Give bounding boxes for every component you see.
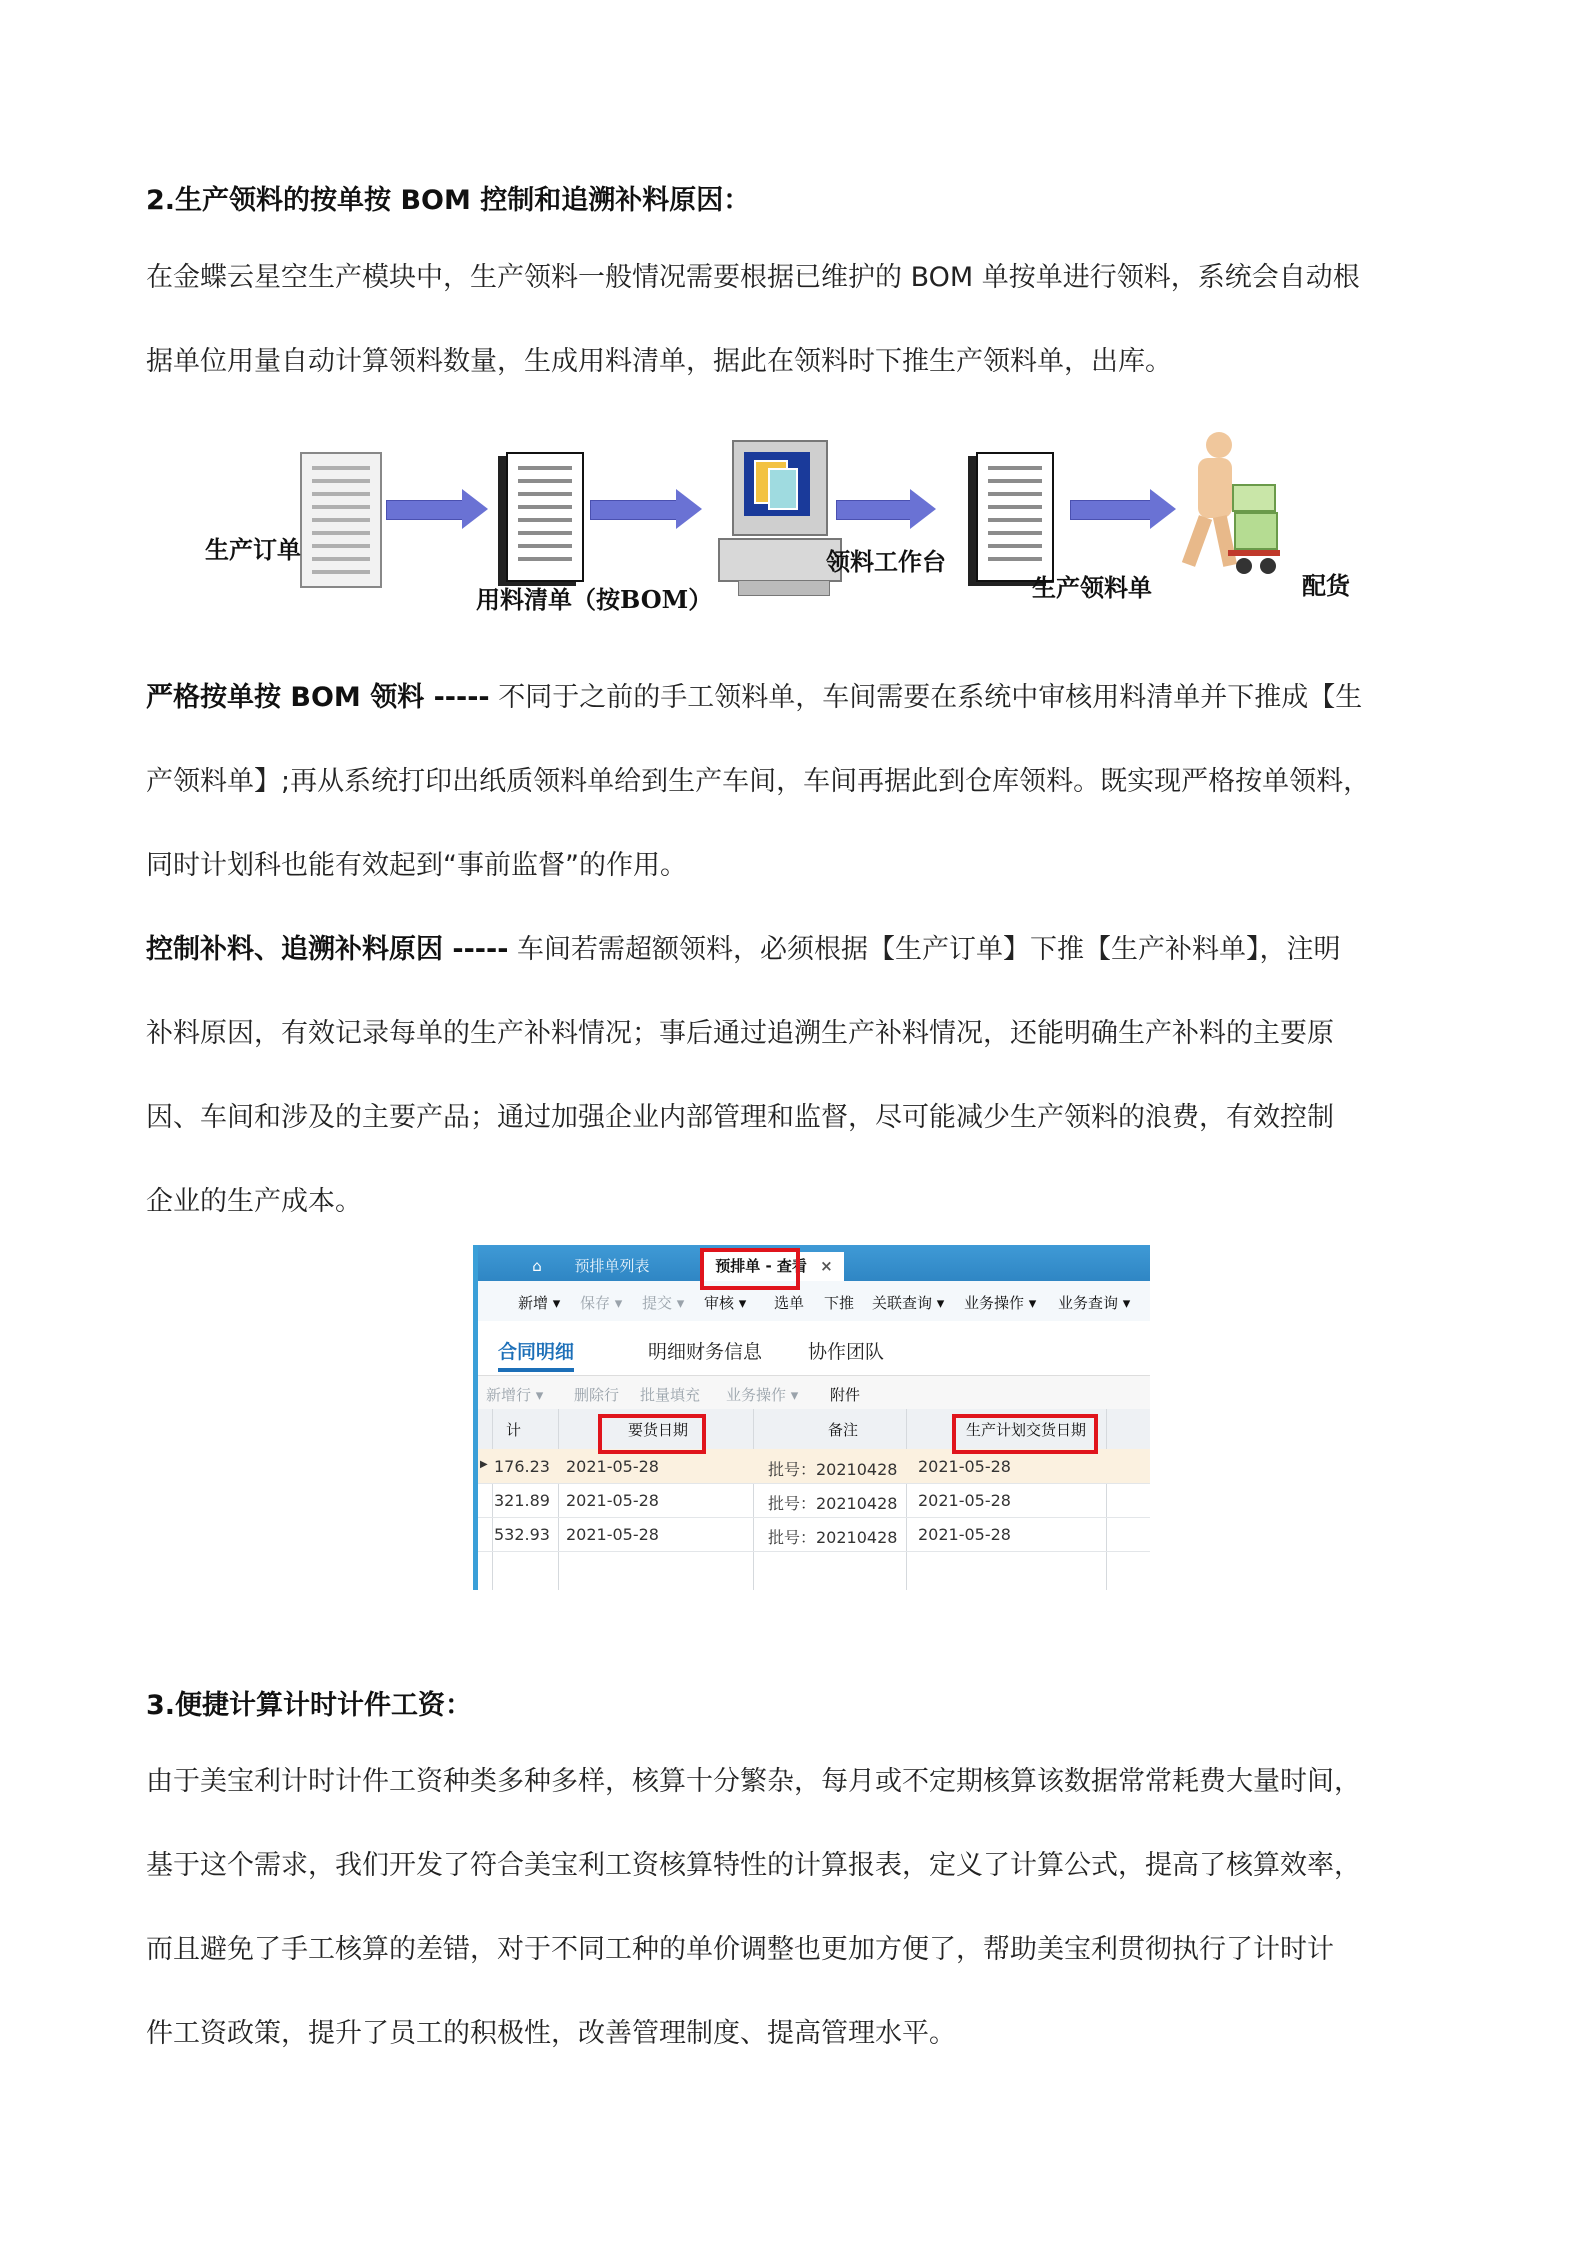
strict-paragraph: 严格按单按 BOM 领料 ----- 不同于之前的手工领料单，车间需要在系统中审核用料清单并下推成【生 产领料单】;再从系统打印出纸质领料单给到生产车间，车间再据此到仓库领料。既实现严格按单领料， 同时计划科也能有效起到“事前监督”的作用。: [146, 682, 1371, 881]
flow-arrow-3-icon: [836, 496, 936, 522]
close-icon[interactable]: ×: [820, 1257, 833, 1275]
table-row[interactable]: 321.89 2021-05-28 批号：20210428 2021-05-28: [478, 1483, 1150, 1518]
col-remark: 备注: [828, 1421, 859, 1439]
col-required-date: 要货日期: [628, 1421, 689, 1439]
toolbar-submit-button[interactable]: 提交 ▾: [642, 1294, 685, 1312]
bom-list-doc-icon: [506, 452, 584, 582]
subtab-finance-detail[interactable]: 明细财务信息: [648, 1341, 763, 1363]
control-paragraph: 控制补料、追溯补料原因 ----- 车间若需超额领料，必须根据【生产订单】下推【生产补料单】，注明 补料原因，有效记录每单的生产补料情况；事后通过追溯生产补料情况，还能明确生产补料的主要原 因、车间和涉及的主要产品；通过加强企业内部管理和监督，尽可能减少生产领料的浪费，有效控制 企业的生产成本。: [146, 934, 1341, 1217]
row-toolbar: [478, 1375, 1150, 1411]
picking-list-doc-icon: [976, 452, 1054, 582]
row-pointer-icon: ▶: [480, 1459, 488, 1470]
highlight-plan-date-box: [952, 1414, 1098, 1454]
col-plan-delivery-date: 生产计划交货日期: [966, 1421, 1087, 1439]
wage-paragraph: 由于美宝利计时计件工资种类多种多样，核算十分繁杂，每月或不定期核算该数据常常耗费大量时间， 基于这个需求，我们开发了符合美宝利工资核算特性的计算报表，定义了计算公式，提高了核算效率， 而且避免了手工核算的差错，对于不同工种的单价调整也更加方便了，帮助美宝利贯彻执行了计时计 件工资政策，提升了员工的积极性，改善管理制度、提高管理水平。: [146, 1766, 1361, 2049]
add-row-button[interactable]: 新增行 ▾: [486, 1386, 544, 1404]
highlight-tab-box: [700, 1248, 800, 1290]
table-row[interactable]: 532.93 2021-05-28 批号：20210428 2021-05-28: [478, 1517, 1150, 1552]
flow-step-bom-list: 用料清单（按BOM）: [476, 585, 713, 614]
toolbar-select-button[interactable]: 选单: [774, 1294, 805, 1312]
production-order-doc-icon: [300, 452, 382, 588]
toolbar-new-button[interactable]: 新增 ▾: [518, 1294, 561, 1312]
flow-arrow-4-icon: [1070, 496, 1176, 522]
toolbar-push-button[interactable]: 下推: [824, 1294, 855, 1312]
attachment-button[interactable]: 附件: [830, 1386, 861, 1404]
workbench-computer-icon: [718, 440, 838, 600]
erp-tab-bar: [478, 1245, 1150, 1281]
erp-screenshot: [473, 1245, 1150, 1590]
toolbar-related-query-button[interactable]: 关联查询 ▾: [872, 1294, 945, 1312]
erp-toolbar: [478, 1281, 1150, 1322]
subtab-team[interactable]: 协作团队: [808, 1341, 885, 1363]
toolbar-business-query-button[interactable]: 业务查询 ▾: [1058, 1294, 1131, 1312]
flow-diagram: [0, 430, 1587, 630]
subtab-contract-detail[interactable]: 合同明细: [498, 1337, 574, 1372]
flow-step-production-order: 生产订单: [205, 535, 301, 564]
col-amount: 计: [506, 1421, 522, 1439]
toolbar-audit-button[interactable]: 审核 ▾: [704, 1294, 747, 1312]
flow-step-picking-list: 生产领料单: [1032, 573, 1152, 602]
table-row[interactable]: ▶ 176.23 2021-05-28 批号：20210428 2021-05-28: [478, 1449, 1150, 1484]
section-2-heading: 2.生产领料的按单按 BOM 控制和追溯补料原因：: [146, 185, 751, 216]
control-label: 控制补料、追溯补料原因 -----: [146, 934, 509, 965]
tab-schedule-view[interactable]: 预排单 - 查看 ×: [704, 1252, 844, 1281]
erp-subtabs: [478, 1321, 1150, 1375]
toolbar-business-ops-button[interactable]: 业务操作 ▾: [964, 1294, 1037, 1312]
highlight-required-date-box: [598, 1414, 706, 1454]
section-3-heading: 3.便捷计算计时计件工资：: [146, 1690, 473, 1721]
flow-step-delivery: 配货: [1302, 571, 1350, 600]
home-icon[interactable]: ⌂: [532, 1257, 542, 1275]
flow-arrow-1-icon: [386, 496, 486, 522]
toolbar-save-button[interactable]: 保存 ▾: [580, 1294, 623, 1312]
strict-label: 严格按单按 BOM 领料 -----: [146, 682, 490, 713]
tab-schedule-list[interactable]: 预排单列表: [574, 1257, 650, 1275]
row-business-ops-button[interactable]: 业务操作 ▾: [726, 1386, 799, 1404]
delivery-worker-icon: [1176, 430, 1286, 600]
flow-step-workbench: 领料工作台: [826, 547, 946, 576]
batch-fill-button[interactable]: 批量填充: [640, 1386, 701, 1404]
delete-row-button[interactable]: 删除行: [574, 1386, 620, 1404]
flow-arrow-2-icon: [590, 496, 702, 522]
intro-paragraph: 在金蝶云星空生产模块中，生产领料一般情况需要根据已维护的 BOM 单按单进行领料，系统会自动根 据单位用量自动计算领料数量，生成用料清单，据此在领料时下推生产领料单，出库。: [146, 262, 1360, 377]
